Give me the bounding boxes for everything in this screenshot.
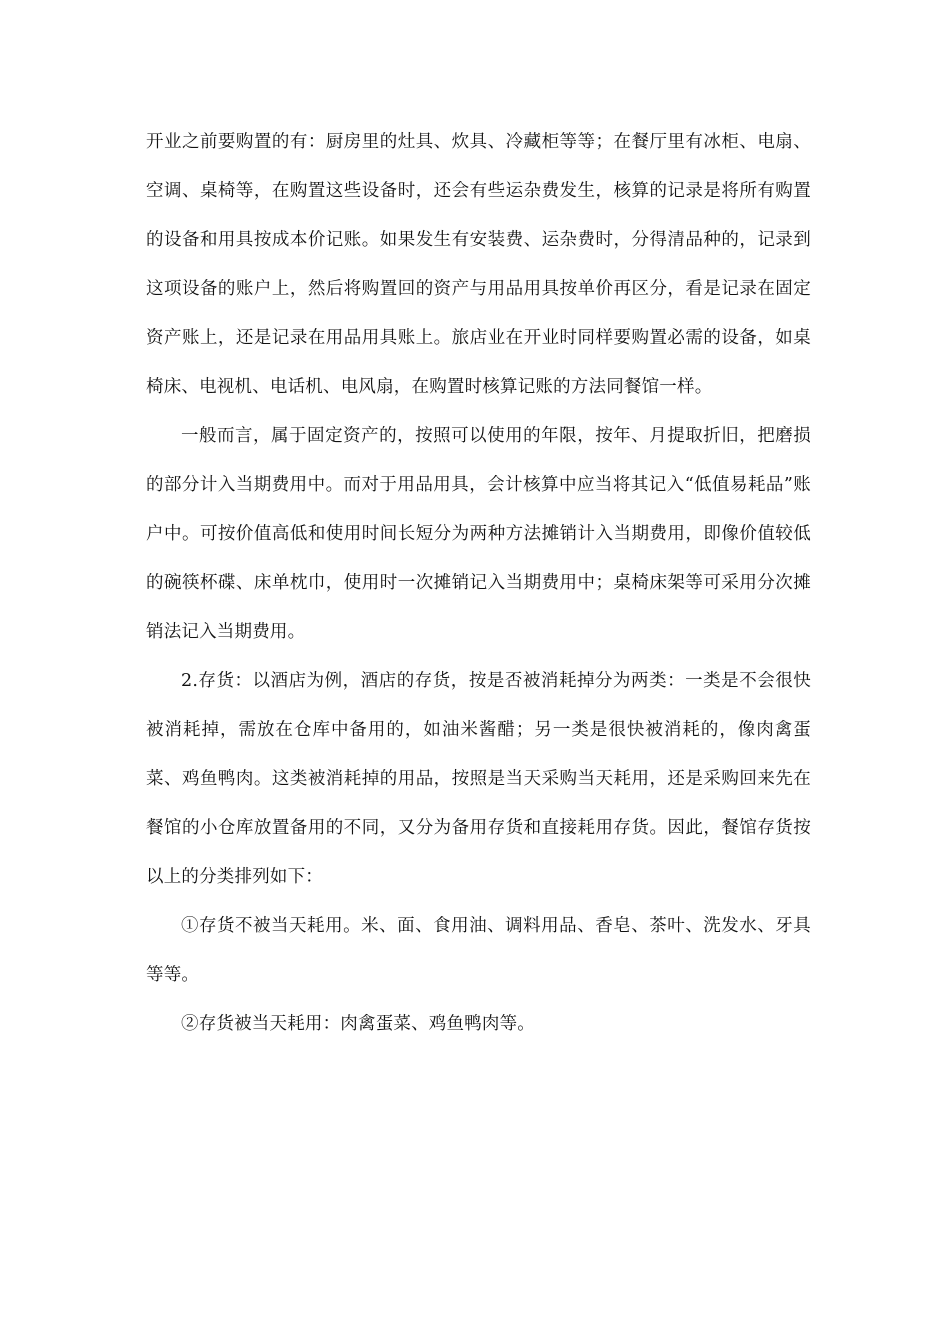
paragraph-1: 开业之前要购置的有：厨房里的灶具、炊具、冷藏柜等等；在餐厅里有冰柜、电扇、空调、桌椅等，在购置这些设备时，还会有些运杂费发生，核算的记录是将所有购置的设备和用具按成本价记账。如果发生有安装费、运杂费时，分得清品种的，记录到这项设备的账户上，然后将购置回的资产与用品用具按单价再区分，看是记录在固定资产账上，还是记录在用品用具账上。旅店业在开业时同样要购置必需的设备，如桌椅床、电视机、电话机、电风扇，在购置时核算记账的方法同餐馆一样。 <box>146 132 811 397</box>
paragraph-2: 一般而言，属于固定资产的，按照可以使用的年限，按年、月提取折旧，把磨损的部分计入当期费用中。而对于用品用具，会计核算中应当将其记入“低值易耗品”账户中。可按价值高低和使用时间长短分为两种方法摊销计入当期费用，即像价值较低的碗筷杯碟、床单枕巾，使用时一次摊销记入当期费用中；桌椅床架等可采用分次摊销法记入当期费用。 <box>146 426 811 642</box>
document-body <box>146 118 811 1049</box>
paragraph-4: ①存货不被当天耗用。米、面、食用油、调料用品、香皂、茶叶、洗发水、牙具等等。 <box>146 916 811 985</box>
paragraph-3: 2.存货：以酒店为例，酒店的存货，按是否被消耗掉分为两类：一类是不会很快被消耗掉，需放在仓库中备用的，如油米酱醋；另一类是很快被消耗的，像肉禽蛋菜、鸡鱼鸭肉。这类被消耗掉的用品，按照是当天采购当天耗用，还是采购回来先在餐馆的小仓库放置备用的不同，又分为备用存货和直接耗用存货。因此，餐馆存货按以上的分类排列如下： <box>146 671 811 887</box>
paragraph-5: ②存货被当天耗用：肉禽蛋菜、鸡鱼鸭肉等。 <box>181 1014 535 1034</box>
